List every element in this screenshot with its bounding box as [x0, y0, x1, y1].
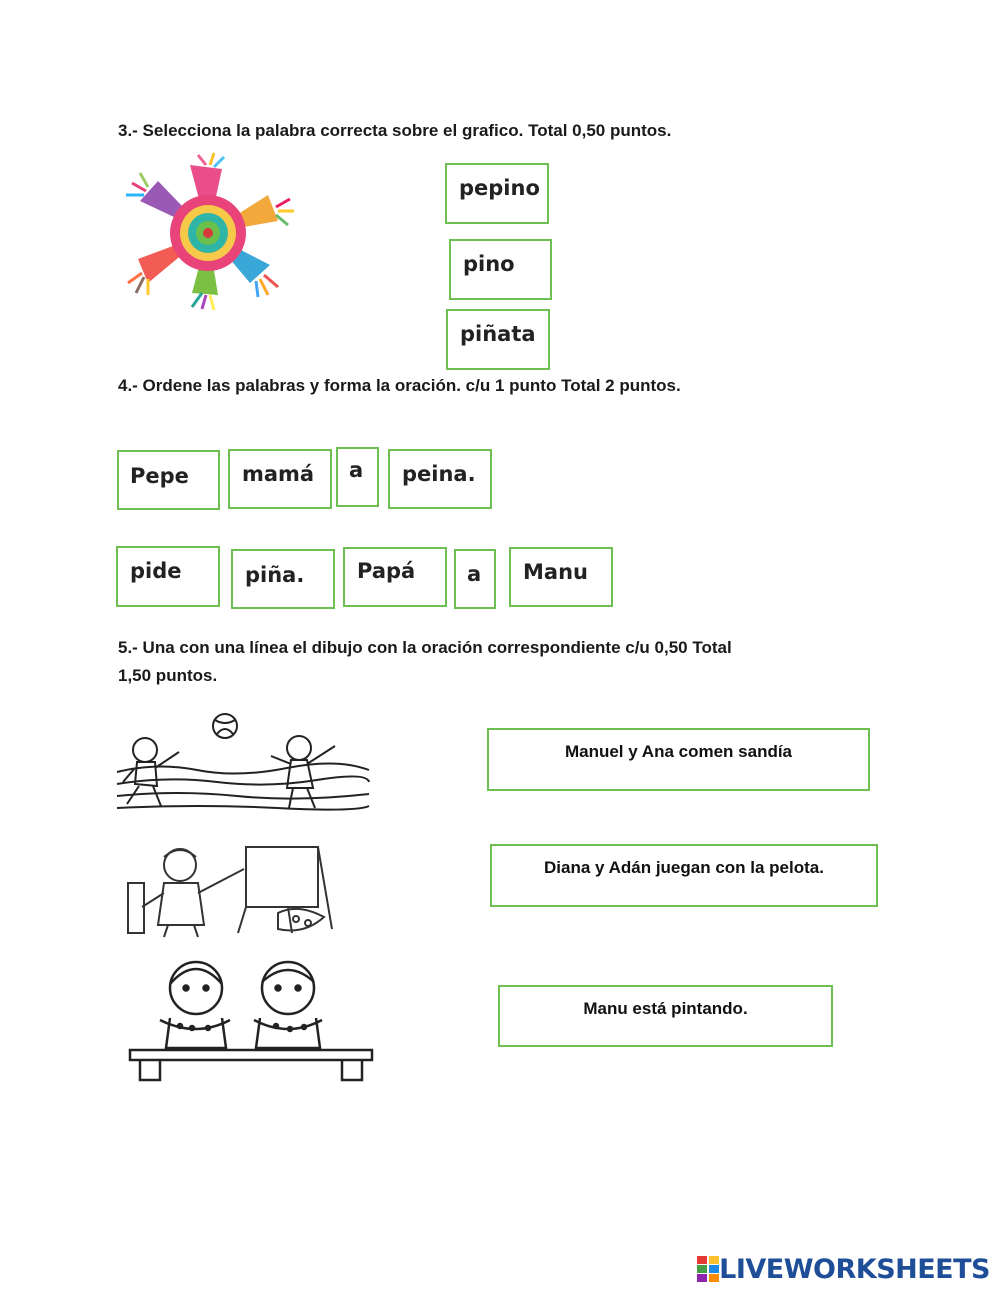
word-tile[interactable] — [231, 549, 335, 609]
word-label: piña. — [245, 563, 305, 587]
child-painting-icon[interactable] — [128, 843, 334, 939]
sentence-label: Manuel y Ana comen sandía — [564, 742, 793, 761]
liveworksheets-logo — [697, 1252, 990, 1286]
word-label: a — [349, 458, 364, 482]
word-tile[interactable] — [117, 450, 220, 510]
word-label: peina. — [402, 462, 476, 486]
pinata-star-icon — [118, 155, 298, 310]
word-tile[interactable] — [116, 546, 220, 607]
word-tile[interactable] — [454, 549, 496, 609]
logo-text: LIVEWORKSHEETS — [719, 1253, 990, 1285]
option-label: pepino — [459, 176, 540, 200]
word-tile[interactable] — [228, 449, 332, 509]
word-tile[interactable] — [343, 547, 447, 607]
kids-eating-watermelon-icon[interactable] — [130, 958, 372, 1084]
question-4: 4.- Ordene las palabras y forma la oración. c/u 1 punto Total 2 puntos. — [118, 376, 681, 395]
word-tile[interactable] — [336, 447, 379, 507]
option-label: piñata — [460, 322, 536, 346]
kids-playing-ball-icon[interactable] — [117, 712, 369, 814]
option-label: pino — [463, 252, 515, 276]
word-label: Pepe — [130, 464, 189, 488]
question-5-line2: 1,50 puntos. — [118, 666, 218, 685]
option-pinata[interactable] — [446, 309, 550, 370]
sentence-label: Diana y Adán juegan con la pelota. — [544, 858, 824, 877]
word-label: mamá — [242, 462, 315, 486]
word-label: Manu — [523, 560, 588, 584]
question-5-line1: 5.- Una con una línea el dibujo con la oración correspondiente c/u 0,50 Total — [118, 638, 732, 657]
option-pino[interactable] — [449, 239, 552, 300]
word-label: a — [467, 562, 482, 586]
word-label: Papá — [357, 559, 416, 583]
word-tile[interactable] — [388, 449, 492, 509]
sentence-box-3[interactable] — [498, 985, 833, 1047]
sentence-label: Manu está pintando. — [583, 999, 748, 1018]
sentence-box-1[interactable] — [487, 728, 870, 791]
liveworksheets-logo-icon — [697, 1256, 719, 1282]
word-label: pide — [130, 559, 182, 583]
question-3: 3.- Selecciona la palabra correcta sobre el grafico. Total 0,50 puntos. — [118, 121, 672, 140]
sentence-box-2[interactable] — [490, 844, 878, 907]
option-pepino[interactable] — [445, 163, 549, 224]
word-tile[interactable] — [509, 547, 613, 607]
